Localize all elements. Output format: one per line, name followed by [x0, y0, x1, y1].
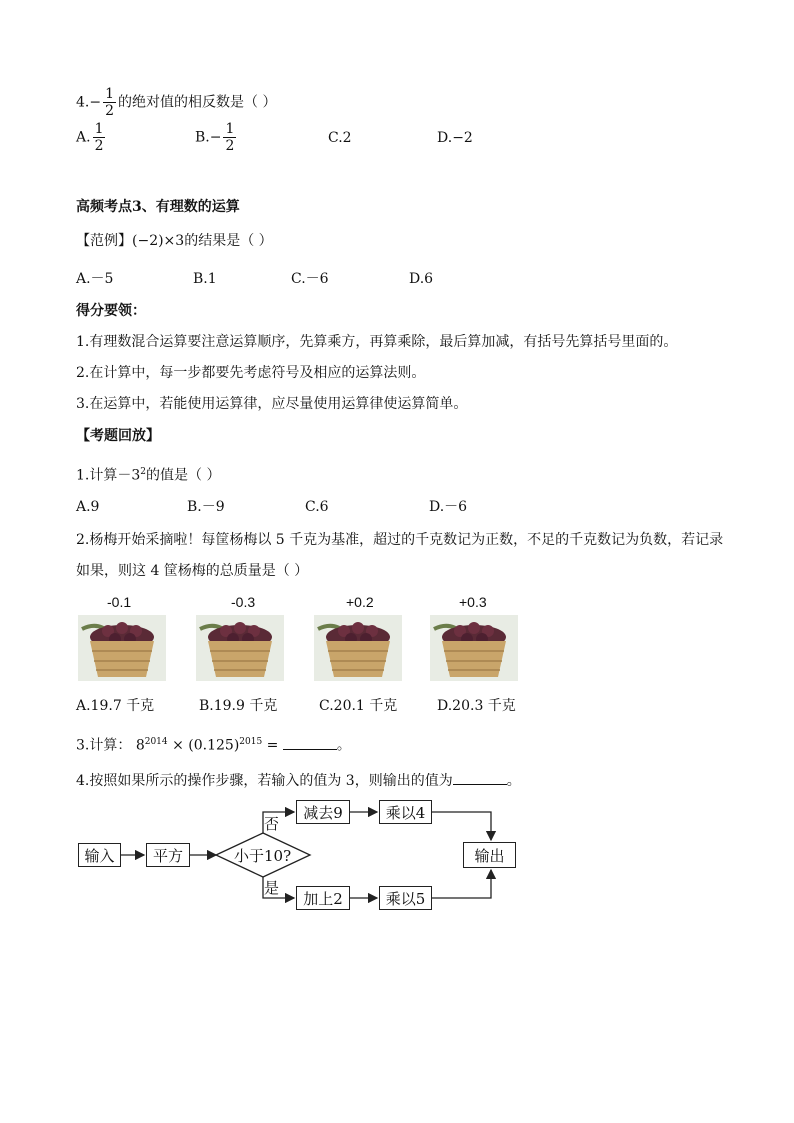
flow-times4-box: 乘以4 — [379, 800, 432, 824]
option-label: B. — [195, 129, 210, 146]
basket-delta-2: -0.3 — [231, 594, 256, 610]
option-frac-den: 2 — [94, 138, 104, 154]
basket-delta-1: -0.1 — [107, 594, 132, 610]
r2-line-1: 2.杨梅开始采摘啦！每筐杨梅以 5 千克为基准，超过的千克数记为正数，不足的千克数记为负数，若记录 — [76, 532, 724, 548]
q4-sign: − — [89, 94, 102, 111]
flow-times5-box: 乘以5 — [379, 886, 432, 910]
option-label: C. — [328, 130, 343, 146]
r1-prefix: 1.计算 — [76, 467, 118, 484]
basket-delta-4: +0.3 — [459, 594, 487, 610]
r2-line-2: 如果，则这 4 筐杨梅的总质量是（ ） — [76, 563, 309, 579]
flow-minus9-box: 减去9 — [296, 800, 350, 824]
flow-yes-label: 是 — [264, 879, 280, 897]
arrow-times4-output — [432, 812, 491, 840]
r2-option-a[interactable]: A.19.7 千克 — [76, 698, 155, 714]
section-title: 高频考点3、有理数的运算 — [76, 199, 240, 215]
example-prefix: 【范例】 — [76, 233, 132, 249]
r3-exponent-2: 2015 — [239, 737, 263, 747]
r3-end: 。 — [336, 737, 351, 754]
example-option-b[interactable]: B.1 — [193, 271, 217, 287]
r1-base: －3 — [117, 467, 141, 484]
q4-frac-num: 1 — [105, 86, 115, 102]
example-option-d[interactable]: D.6 — [409, 271, 434, 287]
basket-delta-3: +0.2 — [346, 594, 374, 610]
example-option-a[interactable]: A.－5 — [76, 271, 114, 287]
q4-frac-den: 2 — [105, 103, 115, 119]
r2-option-d[interactable]: D.20.3 千克 — [437, 698, 516, 714]
flow-square-box: 平方 — [146, 843, 190, 867]
r4-text: 4.按照如果所示的操作步骤，若输入的值为 3，则输出的值为 — [76, 773, 453, 789]
example-expression: (−2)×3 — [132, 233, 185, 249]
example-suffix: 的结果是（ ） — [184, 233, 273, 249]
flow-output-box: 输出 — [463, 842, 516, 868]
r2-option-b[interactable]: B.19.9 千克 — [199, 698, 278, 714]
r1-suffix: 的值是（ ） — [146, 467, 221, 484]
r1-option-c[interactable]: C.6 — [305, 499, 329, 515]
option-text: 2 — [342, 130, 352, 146]
r1-option-b[interactable]: B.－9 — [187, 499, 225, 515]
r1-option-d[interactable]: D.－6 — [429, 499, 468, 515]
r3-equals: = — [266, 737, 279, 754]
flow-no-label: 否 — [264, 815, 280, 833]
option-frac-num: 1 — [94, 121, 104, 137]
r1-exponent: 2 — [140, 467, 147, 477]
option-frac-num: 1 — [225, 121, 235, 137]
r1-option-a[interactable]: A.9 — [76, 499, 100, 515]
option-frac-den: 2 — [225, 138, 235, 154]
tip-3: 3.在运算中，若能使用运算律，应尽量使用运算律使运算简单。 — [76, 396, 468, 412]
r3-times: × — [172, 737, 184, 754]
tip-1: 1.有理数混合运算要注意运算顺序，先算乘方，再算乘除，最后算加减，有括号先算括号里面的。 — [76, 334, 678, 350]
r3-base-1: 8 — [135, 737, 145, 754]
r3-exponent-1: 2014 — [144, 737, 168, 747]
r3-base-2: (0.125) — [188, 737, 240, 754]
tip-2: 2.在计算中，每一步都要先考虑符号及相应的运算法则。 — [76, 365, 426, 381]
q4-text: 的绝对值的相反数是（ ） — [118, 94, 277, 111]
option-sign: − — [209, 129, 222, 146]
r4-end: 。 — [506, 773, 521, 789]
flow-condition-label: 小于10? — [234, 847, 292, 865]
q4-number: 4. — [76, 94, 90, 111]
option-label: A. — [76, 129, 91, 146]
example-option-c[interactable]: C.－6 — [291, 271, 329, 287]
review-title: 【考题回放】 — [76, 428, 160, 444]
r2-option-c[interactable]: C.20.1 千克 — [319, 698, 398, 714]
r3-prefix: 3.计算： — [76, 737, 132, 754]
option-label: D. — [437, 130, 453, 146]
option-text: −2 — [452, 130, 473, 146]
flow-plus2-box: 加上2 — [296, 886, 350, 910]
flow-input-box: 输入 — [78, 843, 121, 867]
tips-title: 得分要领： — [76, 303, 146, 319]
arrow-times5-output — [432, 870, 491, 898]
